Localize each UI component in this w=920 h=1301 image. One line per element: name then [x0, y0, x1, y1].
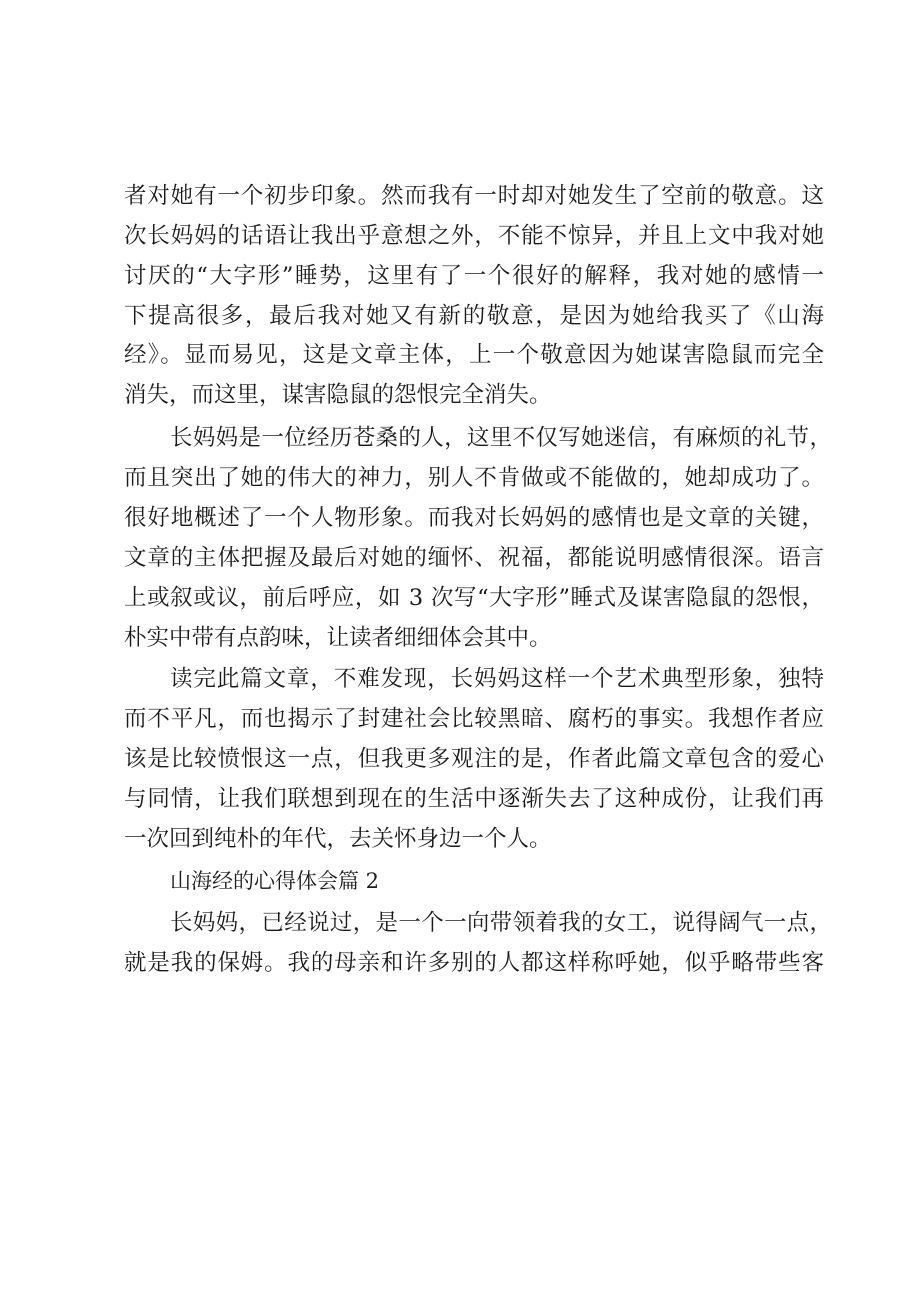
text-line: 该是比较愤恨这一点，但我更多观注的是，作者此篇文章包含的爱心 — [124, 746, 824, 772]
text-line: 讨厌的“大字形”睡势，这里有了一个很好的解释，我对她的感情一 — [124, 263, 824, 289]
text-line: 一次回到纯朴的年代，去关怀身边一个人。 — [124, 826, 552, 852]
text-line: 而不平凡，而也揭示了封建社会比较黑暗、腐朽的事实。我想作者应 — [124, 706, 824, 732]
text-line: 与同情，让我们联想到现在的生活中逐渐失去了这种成份，让我们再 — [124, 786, 824, 812]
text-line: 就是我的保姆。我的母亲和许多别的人都这样称呼她，似乎略带些客 — [124, 950, 824, 976]
paragraph-first-line: 长妈妈，已经说过，是一个一向带领着我的女工，说得阔气一点， — [170, 910, 832, 936]
paragraph-first-line: 长妈妈是一位经历苍桑的人，这里不仅写她迷信，有麻烦的礼节， — [170, 425, 832, 451]
text-line: 而且突出了她的伟大的神力，别人不肯做或不能做的，她却成功了。 — [124, 465, 824, 491]
text-line: 下提高很多，最后我对她又有新的敬意，是因为她给我买了《山海 — [124, 303, 824, 329]
section-heading: 山海经的心得体会篇 2 — [170, 869, 380, 893]
text-line: 上或叙或议，前后呼应，如 3 次写“大字形”睡式及谋害隐鼠的怨恨， — [124, 585, 824, 611]
text-line: 消失，而这里，谋害隐鼠的怨恨完全消失。 — [124, 382, 552, 408]
text-line: 次长妈妈的话语让我出乎意想之外，不能不惊异，并且上文中我对她 — [124, 223, 824, 249]
text-line: 者对她有一个初步印象。然而我有一时却对她发生了空前的敬意。这 — [124, 183, 824, 209]
text-line: 经》。显而易见，这是文章主体，上一个敬意因为她谋害隐鼠而完全 — [124, 342, 824, 368]
paragraph-first-line: 读完此篇文章，不难发现，长妈妈这样一个艺术典型形象，独特 — [170, 666, 824, 692]
text-line: 朴实中带有点韵味，让读者细细体会其中。 — [124, 625, 552, 651]
text-line: 文章的主体把握及最后对她的缅怀、祝福，都能说明感情很深。语言 — [124, 545, 824, 571]
text-line: 很好地概述了一个人物形象。而我对长妈妈的感情也是文章的关键， — [124, 505, 824, 531]
